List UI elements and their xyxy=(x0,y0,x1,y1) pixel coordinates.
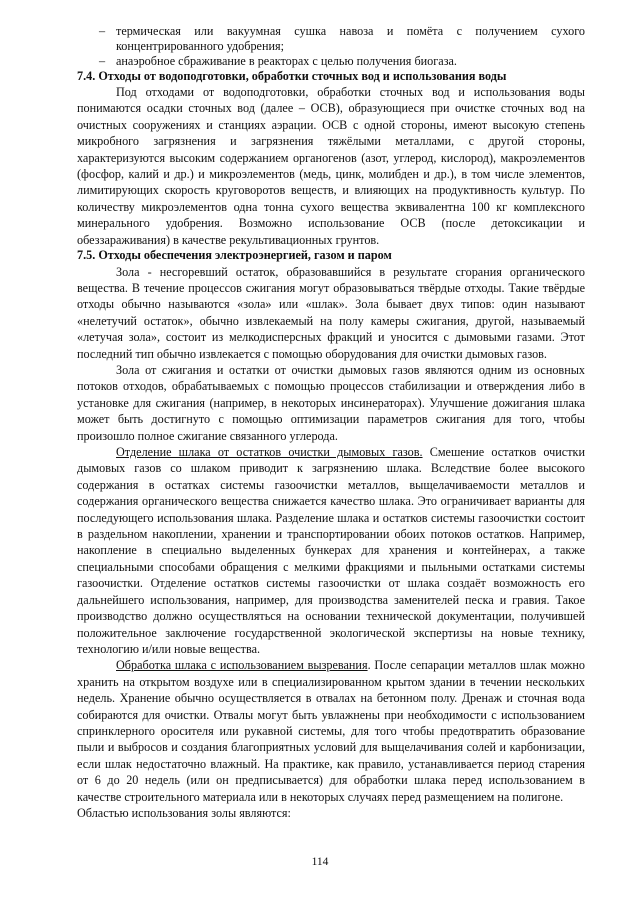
list-item xyxy=(77,24,585,53)
list-item xyxy=(77,54,585,69)
list-bullet: – xyxy=(99,54,106,68)
paragraph-ash-streams: Зола от сжигания и остатки от очистки дымовых газов являются одним из основных потоков отходов, обрабатываемых с помощью процессов стабилизации и отверждения либо в установке для сжигания (например, в некоторых инсинераторах). Улучшение дожигания шлака может быть достигнуто с помощью оптимизации параметров сжигания для того, чтобы произошло полное сжигание связанного углерода. xyxy=(77,363,585,443)
paragraph-slag-separation xyxy=(77,444,585,657)
paragraph-ash-usage-intro: Областью использования золы являются: xyxy=(77,805,291,820)
page-number: 114 xyxy=(311,856,329,868)
section-heading-7-5: 7.5. Отходы обеспечения электроэнергией, газом и паром xyxy=(77,248,392,263)
section-heading-7-4: 7.4. Отходы от водоподготовки, обработки сточных вод и использования воды xyxy=(77,68,507,83)
paragraph-slag-maturation xyxy=(77,657,585,805)
paragraph-body: Смешение остатков очистки дымовых газов со шлаком приводит к загрязнению шлака. Вследствие более высокого содержания в остатках системы газоочистки металлов, выщелачиваемости металлов и содержания органического вещества снижается качество шлака. Это ограничивает варианты для последующего использования шлака. Разделение шлака и остатков системы газоочистки состоит в раздельном накоплении, хранении и транспортировании обоих потоков остатков. Например, накопление в специально выделенных бункерах для хранения и контейнерах, а также специальными способами обращения с мелкими фракциями и пыльными остатками системы газоочистки. Отделение остатков системы газоочистки от шлака создаёт возможность его дальнейшего использования, например, для производства заменителей песка и гравия. Такое производство должно осуществляться на основании технической документации, получившей положительное заключение государственной экологической экспертизы на новые технику, технологию и/или новые вещества. xyxy=(77,445,585,656)
list-bullet: – xyxy=(99,24,106,38)
list-item-text: анаэробное сбраживание в реакторах с целью получения биогаза. xyxy=(116,54,457,68)
document-page xyxy=(77,24,585,821)
paragraph-ash-definition: Зола - несгоревший остаток, образовавшийся в результате сгорания органического вещества. В течение процессов сжигания могут образовываться твёрдые отходы. Такие твёрдые отходы обычно называются «зола» или «шлак». Зола бывает двух типов: один называют «нелетучий остаток», обычно извлекаемый на полу камеры сжигания, другой, называемый «летучая зола», состоит из мелкодисперсных фракций и уносится с дымовыми газами. Этот последний тип обычно извлекается с помощью оборудования для очистки дымовых газов. xyxy=(77,264,585,361)
list-item-text: термическая или вакуумная сушка навоза и помёта с получением сухого концентрированного удобрения; xyxy=(116,24,585,53)
paragraph-body: . После сепарации металлов шлак можно хранить на открытом воздухе или в специализированном крытом здании в течении нескольких недель. Хранение обычно осуществляется в отвалах на бетонном полу. Дренаж и сточная вода собираются для очистки. Отвалы могут быть увлажнены при необходимости с использованием спринклерного оросителя или рукавной системы, для того чтобы предотвратить образование пыли и выбросов и создания благоприятных условий для выщелачивания солей и карбонизации, если шлак недостаточно влажный. На практике, как правило, устанавливается период старения от 6 до 20 недель (или он предписывается) для обработки шлака перед использованием в качестве строительного материала или в некоторых случаях перед размещением на полигоне. xyxy=(77,658,586,804)
paragraph-sewage-sludge: Под отходами от водоподготовки, обработки сточных вод и использования воды понимаются осадки сточных вод (далее – ОСВ), образующиеся при очистке сточных вод на очистных сооружениях и станциях аэрации. ОСВ с одной стороны, имеют высокую степень микробного загрязнения и загрязнения тяжёлыми металлами, с другой стороны, характеризуются высоким содержанием органогенов (азот, углерод, кислород), макроэлементов (фосфор, калий и др.) и микроэлементов (медь, цинк, молибден и др.), в том числе элементов, лимитирующих скорость круговоротов веществ, и влияющих на продуктивность культур. По количеству микроэлементов одна тонна сухого вещества эквивалентна 100 кг комплексного минерального удобрения. Возможно использование ОСВ (после детоксикации и обеззараживания) в качестве рекультивационных грунтов. xyxy=(77,85,585,247)
paragraph-lead-title: Обработка шлака с использованием вызревания xyxy=(116,658,368,673)
paragraph-lead-title: Отделение шлака от остатков очистки дымовых газов. xyxy=(116,445,423,460)
